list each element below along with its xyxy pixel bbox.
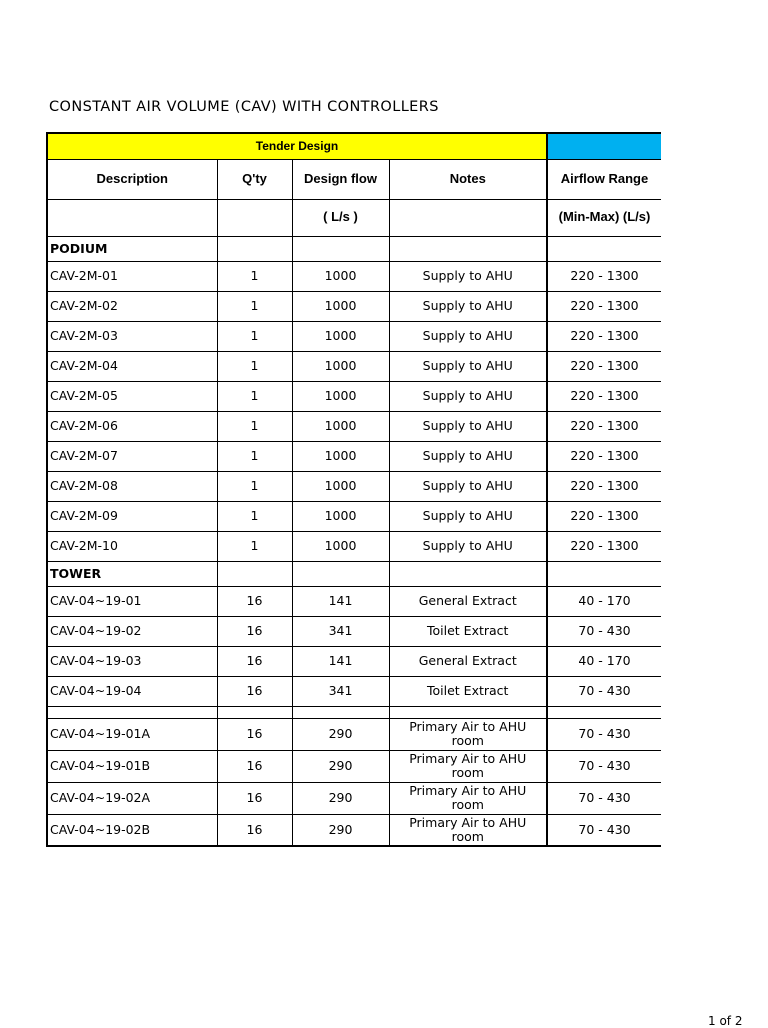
cell-design-flow: 1000 xyxy=(292,291,389,321)
cell-airflow-range: 70 - 430 xyxy=(547,750,661,782)
cell-description: CAV-2M-09 xyxy=(47,501,217,531)
cell-qty: 1 xyxy=(217,321,292,351)
cell-description: CAV-04~19-02A xyxy=(47,782,217,814)
cell-design-flow: 290 xyxy=(292,718,389,750)
empty-cell xyxy=(547,561,661,586)
cell-description: CAV-2M-02 xyxy=(47,291,217,321)
cell-notes: Supply to AHU xyxy=(389,261,547,291)
cell-airflow-range: 220 - 1300 xyxy=(547,291,661,321)
cell-qty: 16 xyxy=(217,718,292,750)
unit-notes xyxy=(389,199,547,236)
cell-qty: 16 xyxy=(217,646,292,676)
col-header-airflow-range: Airflow Range xyxy=(547,159,661,199)
spacer-cell xyxy=(217,706,292,718)
cell-description: CAV-2M-04 xyxy=(47,351,217,381)
cell-notes: General Extract xyxy=(389,586,547,616)
cell-notes: Supply to AHU xyxy=(389,291,547,321)
table-row xyxy=(47,411,661,441)
tender-design-header: Tender Design xyxy=(47,133,547,159)
table-row xyxy=(47,782,661,814)
cell-notes: Supply to AHU xyxy=(389,501,547,531)
col-header-qty: Q'ty xyxy=(217,159,292,199)
cell-notes: Toilet Extract xyxy=(389,676,547,706)
cell-notes: Supply to AHU xyxy=(389,321,547,351)
cell-airflow-range: 40 - 170 xyxy=(547,586,661,616)
cell-description: CAV-04~19-01A xyxy=(47,718,217,750)
cell-airflow-range: 70 - 430 xyxy=(547,616,661,646)
table-row xyxy=(47,616,661,646)
cell-qty: 16 xyxy=(217,586,292,616)
empty-cell xyxy=(389,561,547,586)
spacer-cell xyxy=(547,706,661,718)
cell-design-flow: 290 xyxy=(292,782,389,814)
notes-line-2: room xyxy=(451,733,484,748)
cell-design-flow: 1000 xyxy=(292,501,389,531)
section-podium: PODIUM xyxy=(47,236,217,261)
table-row xyxy=(47,441,661,471)
empty-cell xyxy=(389,236,547,261)
cell-qty: 1 xyxy=(217,441,292,471)
empty-cell xyxy=(217,561,292,586)
cell-design-flow: 141 xyxy=(292,586,389,616)
cell-notes xyxy=(389,718,547,750)
cell-design-flow: 1000 xyxy=(292,411,389,441)
notes-line-1: Primary Air to AHU xyxy=(409,814,527,830)
page-number: 1 of 2 xyxy=(708,1014,743,1028)
table-row xyxy=(47,471,661,501)
cell-design-flow: 1000 xyxy=(292,381,389,411)
cell-design-flow: 141 xyxy=(292,646,389,676)
cell-qty: 1 xyxy=(217,471,292,501)
cell-airflow-range: 70 - 430 xyxy=(547,814,661,846)
cell-qty: 16 xyxy=(217,814,292,846)
cell-description: CAV-2M-06 xyxy=(47,411,217,441)
primary-air-rows xyxy=(47,718,661,846)
cell-design-flow: 1000 xyxy=(292,261,389,291)
cell-description: CAV-2M-07 xyxy=(47,441,217,471)
cell-notes xyxy=(389,782,547,814)
table-row xyxy=(47,351,661,381)
cav-schedule-table xyxy=(46,132,661,847)
spacer-cell xyxy=(47,706,217,718)
cell-design-flow: 1000 xyxy=(292,441,389,471)
notes-line-2: room xyxy=(451,828,484,844)
cell-airflow-range: 220 - 1300 xyxy=(547,411,661,441)
spacer-cell xyxy=(389,706,547,718)
notes-line-1: Primary Air to AHU xyxy=(409,751,527,766)
page-title: CONSTANT AIR VOLUME (CAV) WITH CONTROLLERS xyxy=(49,99,439,115)
cell-airflow-range: 220 - 1300 xyxy=(547,321,661,351)
cell-description: CAV-2M-10 xyxy=(47,531,217,561)
cell-qty: 16 xyxy=(217,782,292,814)
cell-airflow-range: 70 - 430 xyxy=(547,782,661,814)
cell-airflow-range: 70 - 430 xyxy=(547,718,661,750)
cell-notes xyxy=(389,814,547,846)
notes-line-1: Primary Air to AHU xyxy=(409,783,527,798)
cell-airflow-range: 220 - 1300 xyxy=(547,471,661,501)
cell-airflow-range: 220 - 1300 xyxy=(547,351,661,381)
cell-design-flow: 290 xyxy=(292,814,389,846)
unit-design-flow: ( L/s ) xyxy=(292,199,389,236)
airflow-group-header xyxy=(547,133,661,159)
col-header-design-flow: Design flow xyxy=(292,159,389,199)
cell-notes: Supply to AHU xyxy=(389,351,547,381)
cell-qty: 1 xyxy=(217,351,292,381)
empty-cell xyxy=(292,236,389,261)
cell-airflow-range: 70 - 430 xyxy=(547,676,661,706)
cell-description: CAV-04~19-03 xyxy=(47,646,217,676)
cell-qty: 16 xyxy=(217,616,292,646)
cell-airflow-range: 220 - 1300 xyxy=(547,441,661,471)
table-row xyxy=(47,646,661,676)
cell-qty: 16 xyxy=(217,676,292,706)
table-row xyxy=(47,381,661,411)
empty-cell xyxy=(292,561,389,586)
cell-design-flow: 1000 xyxy=(292,531,389,561)
cell-description: CAV-2M-01 xyxy=(47,261,217,291)
notes-line-2: room xyxy=(451,765,484,780)
col-header-notes: Notes xyxy=(389,159,547,199)
cell-description: CAV-04~19-02 xyxy=(47,616,217,646)
cell-description: CAV-2M-03 xyxy=(47,321,217,351)
cell-notes: General Extract xyxy=(389,646,547,676)
cell-qty: 16 xyxy=(217,750,292,782)
table-row xyxy=(47,531,661,561)
cell-description: CAV-04~19-01B xyxy=(47,750,217,782)
cell-description: CAV-2M-08 xyxy=(47,471,217,501)
cell-description: CAV-04~19-02B xyxy=(47,814,217,846)
cell-design-flow: 341 xyxy=(292,676,389,706)
cell-notes: Supply to AHU xyxy=(389,531,547,561)
cell-design-flow: 1000 xyxy=(292,471,389,501)
cell-qty: 1 xyxy=(217,411,292,441)
empty-cell xyxy=(547,236,661,261)
cell-design-flow: 1000 xyxy=(292,321,389,351)
table-row xyxy=(47,321,661,351)
cell-airflow-range: 220 - 1300 xyxy=(547,381,661,411)
tower-rows xyxy=(47,586,661,706)
unit-qty xyxy=(217,199,292,236)
cell-notes: Supply to AHU xyxy=(389,471,547,501)
cell-airflow-range: 220 - 1300 xyxy=(547,531,661,561)
unit-description xyxy=(47,199,217,236)
notes-line-2: room xyxy=(451,797,484,812)
cell-notes: Supply to AHU xyxy=(389,381,547,411)
cell-airflow-range: 220 - 1300 xyxy=(547,501,661,531)
unit-airflow-range: (Min-Max) (L/s) xyxy=(547,199,661,236)
table-row xyxy=(47,814,661,846)
section-tower: TOWER xyxy=(47,561,217,586)
spacer-cell xyxy=(292,706,389,718)
table-row xyxy=(47,586,661,616)
cell-design-flow: 1000 xyxy=(292,351,389,381)
cell-design-flow: 290 xyxy=(292,750,389,782)
cell-notes: Supply to AHU xyxy=(389,411,547,441)
table-row xyxy=(47,676,661,706)
col-header-description: Description xyxy=(47,159,217,199)
cell-airflow-range: 220 - 1300 xyxy=(547,261,661,291)
cell-description: CAV-2M-05 xyxy=(47,381,217,411)
notes-line-1: Primary Air to AHU xyxy=(409,719,527,734)
cell-qty: 1 xyxy=(217,501,292,531)
table-row xyxy=(47,501,661,531)
cell-qty: 1 xyxy=(217,531,292,561)
table-row xyxy=(47,261,661,291)
cell-notes xyxy=(389,750,547,782)
cell-qty: 1 xyxy=(217,261,292,291)
cell-airflow-range: 40 - 170 xyxy=(547,646,661,676)
cell-notes: Supply to AHU xyxy=(389,441,547,471)
podium-rows xyxy=(47,261,661,561)
empty-cell xyxy=(217,236,292,261)
table-row xyxy=(47,718,661,750)
cell-design-flow: 341 xyxy=(292,616,389,646)
cell-notes: Toilet Extract xyxy=(389,616,547,646)
cell-qty: 1 xyxy=(217,381,292,411)
cell-description: CAV-04~19-04 xyxy=(47,676,217,706)
table-row xyxy=(47,750,661,782)
cell-description: CAV-04~19-01 xyxy=(47,586,217,616)
table-row xyxy=(47,291,661,321)
cell-qty: 1 xyxy=(217,291,292,321)
